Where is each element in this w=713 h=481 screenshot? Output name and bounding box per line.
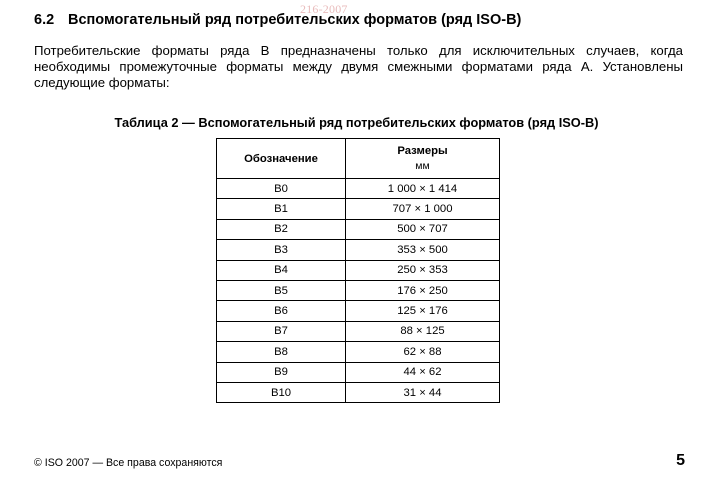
formats-table: [216, 138, 500, 403]
footer-copyright: © ISO 2007 — Все права сохраняются: [34, 457, 223, 469]
format-name-cell: B10: [217, 382, 346, 402]
table-row: [217, 382, 500, 402]
format-size-cell: 44 × 62: [346, 362, 500, 382]
format-size-cell: 1 000 × 1 414: [346, 179, 500, 199]
format-size-cell: 176 × 250: [346, 280, 500, 300]
table-row: [217, 280, 500, 300]
format-name-cell: B7: [217, 321, 346, 341]
header-sizes: [346, 139, 500, 179]
format-size-cell: 250 × 353: [346, 260, 500, 280]
watermark-text: 216-2007: [300, 2, 348, 16]
format-size-cell: 62 × 88: [346, 342, 500, 362]
table-header-row: [217, 139, 500, 179]
table-row: [217, 362, 500, 382]
section-title: Вспомогательный ряд потребительских форматов (ряд ISO-B): [68, 12, 522, 28]
table-row: [217, 179, 500, 199]
format-size-cell: 707 × 1 000: [346, 199, 500, 219]
table-row: [217, 342, 500, 362]
format-name-cell: B3: [217, 240, 346, 260]
format-name-cell: B2: [217, 219, 346, 239]
table-row: [217, 199, 500, 219]
table-row: [217, 260, 500, 280]
header-designation: Обозначение: [217, 139, 346, 179]
table-caption: Таблица 2 — Вспомогательный ряд потребительских форматов (ряд ISO-B): [114, 115, 599, 130]
format-name-cell: B1: [217, 199, 346, 219]
format-name-cell: B4: [217, 260, 346, 280]
table-row: [217, 219, 500, 239]
format-name-cell: B5: [217, 280, 346, 300]
format-size-cell: 31 × 44: [346, 382, 500, 402]
header-unit: мм: [415, 160, 430, 172]
format-size-cell: 500 × 707: [346, 219, 500, 239]
table-row: [217, 301, 500, 321]
format-size-cell: 353 × 500: [346, 240, 500, 260]
format-name-cell: B9: [217, 362, 346, 382]
section-heading: [34, 12, 521, 28]
page-number: 5: [676, 452, 685, 469]
table-row: [217, 240, 500, 260]
body-paragraph: Потребительские форматы ряда В предназначены только для исключительных случаев, когда необходимы промежуточные форматы между двумя смежными форматами ряда А. Установлены следующие форматы:: [34, 43, 683, 90]
section-number: 6.2: [34, 12, 55, 28]
format-name-cell: B0: [217, 179, 346, 199]
table-row: [217, 321, 500, 341]
header-sizes-label: Размеры: [397, 145, 448, 157]
format-size-cell: 125 × 176: [346, 301, 500, 321]
format-size-cell: 88 × 125: [346, 321, 500, 341]
format-name-cell: B8: [217, 342, 346, 362]
format-name-cell: B6: [217, 301, 346, 321]
